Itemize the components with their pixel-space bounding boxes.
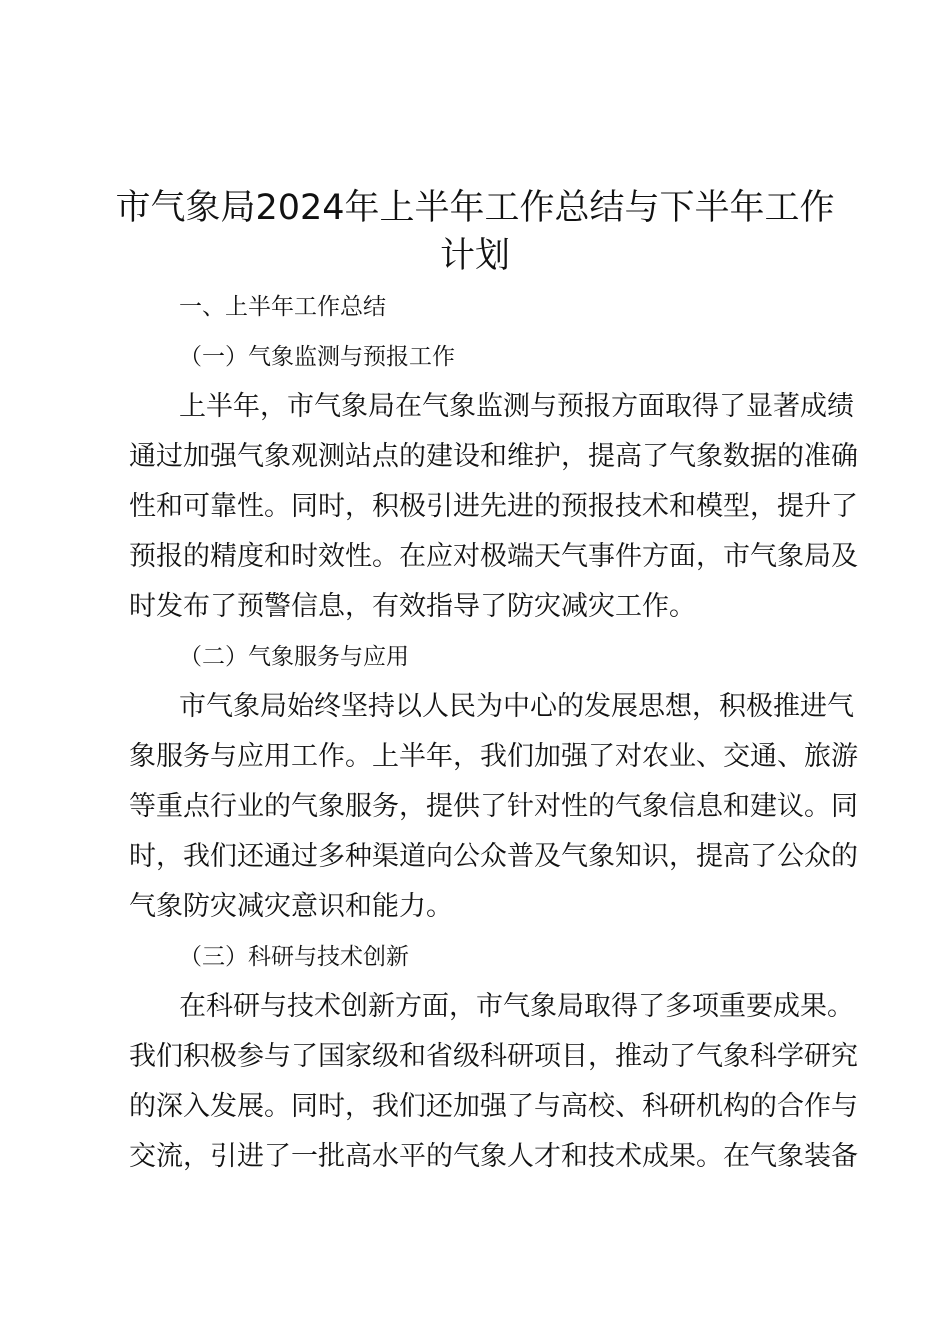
subsection-heading-research: （三）科研与技术创新 (179, 944, 409, 970)
title-line-1: 市气象局2024年上半年工作总结与下半年工作 (115, 188, 835, 228)
paragraph-line: 时发布了预警信息，有效指导了防灾减灾工作。 (129, 591, 696, 622)
document-title (110, 184, 840, 280)
title-line-2: 计划 (439, 236, 510, 276)
paragraph-monitoring (129, 382, 858, 632)
paragraph-line: 性和可靠性。同时，积极引进先进的预报技术和模型，提升了 (129, 491, 858, 522)
paragraph-line: 交流，引进了一批高水平的气象人才和技术成果。在气象装备 (129, 1141, 858, 1172)
document-body (129, 282, 858, 1182)
paragraph-services (129, 682, 858, 932)
section-heading-summary: 一、上半年工作总结 (179, 294, 386, 320)
paragraph-research (129, 982, 858, 1182)
subsection-heading-monitoring: （一）气象监测与预报工作 (179, 344, 455, 370)
paragraph-line: 时，我们还通过多种渠道向公众普及气象知识，提高了公众的 (129, 841, 858, 872)
paragraph-line: 上半年，市气象局在气象监测与预报方面取得了显著成绩 (179, 391, 854, 422)
paragraph-line: 在科研与技术创新方面，市气象局取得了多项重要成果。 (179, 991, 854, 1022)
paragraph-line: 市气象局始终坚持以人民为中心的发展思想，积极推进气 (179, 691, 854, 722)
paragraph-line: 我们积极参与了国家级和省级科研项目，推动了气象科学研究 (129, 1041, 858, 1072)
paragraph-line: 预报的精度和时效性。在应对极端天气事件方面，市气象局及 (129, 541, 858, 572)
paragraph-line: 通过加强气象观测站点的建设和维护，提高了气象数据的准确 (129, 441, 858, 472)
subsection-heading-services: （二）气象服务与应用 (179, 644, 409, 670)
paragraph-line: 等重点行业的气象服务，提供了针对性的气象信息和建议。同 (129, 791, 858, 822)
paragraph-line: 的深入发展。同时，我们还加强了与高校、科研机构的合作与 (129, 1091, 858, 1122)
paragraph-line: 象服务与应用工作。上半年，我们加强了对农业、交通、旅游 (129, 741, 858, 772)
paragraph-line: 气象防灾减灾意识和能力。 (129, 891, 453, 922)
